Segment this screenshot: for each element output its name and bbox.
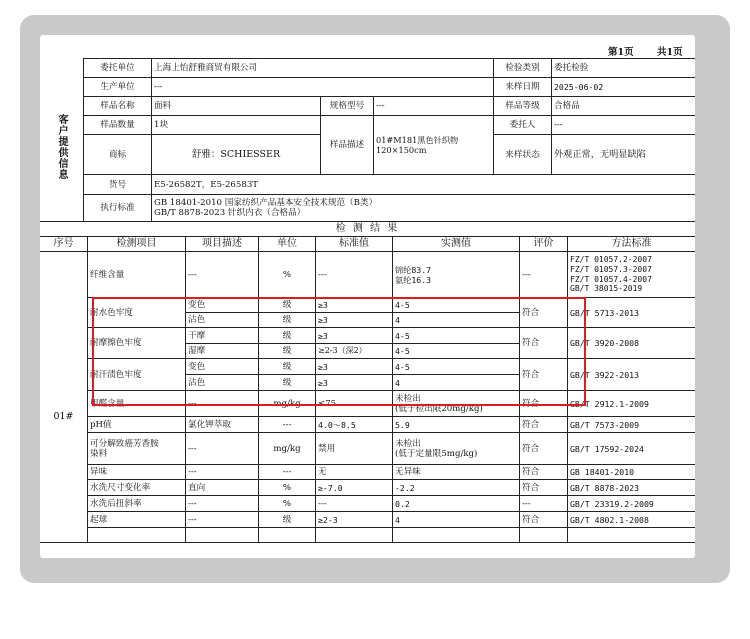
standard-value: GB 18401-2010 国家纺织产品基本安全技术规范（B类） GB/T 8878-2023 针织内衣（合格品）	[154, 198, 378, 218]
formaldehyde-eval: 符合	[522, 398, 540, 409]
inspect-type-label: 检验类别	[505, 63, 540, 73]
sweat-desc-2: 沾色	[188, 377, 206, 388]
amine-unit: mg/kg	[273, 443, 301, 454]
ph-method: GB/T 7573-2009	[570, 419, 640, 430]
amine-eval: 符合	[522, 443, 540, 454]
rub-measured-2: 4-5	[395, 346, 410, 356]
sample-name-label: 样品名称	[100, 101, 135, 111]
amine-method: GB/T 17592-2024	[570, 443, 644, 454]
col-header-eval: 评价	[533, 238, 554, 249]
sample-qty-value: 1块	[154, 120, 169, 130]
shrinkage-method: GB/T 8878-2023	[570, 482, 640, 493]
skew-method: GB/T 23319.2-2009	[570, 498, 654, 509]
fiber-measured: 锦纶83.7 氨纶16.3	[395, 264, 432, 285]
brand-value: 舒雅：SCHIESSER	[191, 148, 281, 160]
sweat-unit-2: 级	[282, 377, 292, 388]
rub-unit-1: 级	[282, 330, 292, 341]
fiber-item: 纤维含量	[90, 269, 125, 280]
state-value: 外观正常，无明显缺陷	[554, 148, 646, 160]
rub-desc-2: 湿摩	[188, 346, 206, 356]
sample-desc-label: 样品描述	[329, 140, 365, 150]
fiber-unit: %	[282, 269, 292, 280]
grade-value: 合格品	[554, 101, 580, 111]
entrusting-unit-value: 上海上怡舒雅商贸有限公司	[154, 63, 258, 73]
sweat-eval: 符合	[522, 369, 540, 380]
manufacturer-label: 生产单位	[100, 82, 135, 92]
odor-item: 异味	[90, 467, 108, 477]
sweat-std-1: ≥3	[318, 361, 328, 372]
pilling-std: ≥2-3	[318, 514, 338, 525]
sample-name-value: 面料	[154, 101, 172, 111]
rub-item: 耐摩擦色牢度	[90, 338, 142, 348]
formaldehyde-item: 甲醛含量	[90, 398, 125, 409]
wash-unit-2: 级	[282, 315, 292, 325]
entrusting-unit-label: 委托单位	[100, 63, 135, 73]
sweat-unit-1: 级	[282, 361, 292, 372]
pilling-method: GB/T 4802.1-2008	[570, 514, 649, 525]
spec-label: 规格型号	[329, 101, 365, 111]
sweat-measured-2: 4	[395, 377, 400, 388]
inspect-type-value: 委托检验	[554, 63, 589, 73]
ph-std: 4.0～8.5	[318, 419, 356, 430]
standard-label: 执行标准	[100, 203, 135, 213]
formaldehyde-desc: ---	[188, 398, 197, 409]
pilling-measured: 4	[395, 514, 400, 525]
shrinkage-std: ≥-7.0	[318, 482, 343, 493]
highlight-box	[92, 297, 586, 406]
wash-desc-2: 沾色	[188, 315, 206, 325]
wash-eval: 符合	[522, 307, 540, 318]
amine-measured: 未检出 (低于定量限5mg/kg)	[395, 438, 478, 459]
fiber-methods: FZ/T 01057.2-2007 FZ/T 01057.3-2007 FZ/T 01057.4-2007 GB/T 38015-2019	[570, 254, 652, 294]
wash-desc-1: 变色	[188, 300, 206, 310]
wash-measured-1: 4-5	[395, 300, 410, 310]
col-header-method: 方法标准	[611, 238, 652, 249]
odor-desc: ---	[188, 467, 197, 477]
sweat-std-2: ≥3	[318, 377, 328, 388]
results-title: 检 测 结 果	[335, 223, 400, 234]
rub-desc-1: 干摩	[188, 330, 206, 341]
col-header-desc: 项目描述	[202, 238, 242, 249]
sample-desc-value: 01#M181黑色针织物120×150cm	[376, 135, 459, 155]
col-header-unit: 单位	[277, 238, 297, 249]
col-header-no: 序号	[53, 238, 74, 249]
shrinkage-item: 水洗尺寸变化率	[90, 482, 151, 493]
report-sheet	[40, 35, 695, 558]
ph-desc: 氯化钾萃取	[188, 419, 231, 430]
state-label: 来样状态	[505, 149, 540, 160]
formaldehyde-method: GB/T 2912.1-2009	[570, 398, 649, 409]
fiber-desc: ---	[188, 269, 197, 280]
ph-unit: ---	[282, 419, 292, 430]
odor-measured: 无异味	[395, 467, 421, 477]
manufacturer-value: ---	[154, 82, 163, 92]
col-header-measured: 实测值	[441, 238, 471, 249]
skew-eval: ---	[522, 498, 531, 509]
ph-eval: 符合	[522, 419, 540, 430]
amine-desc: ---	[188, 443, 197, 454]
skew-measured: 0.2	[395, 498, 410, 509]
rub-std-1: ≥3	[318, 330, 328, 341]
rub-std-2: ≥2-3（深2）	[318, 346, 367, 355]
wash-measured-2: 4	[395, 315, 400, 325]
sweat-method: GB/T 3922-2013	[570, 369, 640, 380]
client-value: ---	[554, 120, 563, 130]
skew-std: ---	[318, 498, 327, 509]
rub-unit-2: 级	[282, 346, 292, 356]
rub-measured-1: 4-5	[395, 330, 410, 341]
arrival-date-label: 来样日期	[505, 82, 540, 92]
formaldehyde-std: ≤75	[318, 398, 337, 409]
sweat-item: 耐汗渍色牢度	[90, 369, 142, 380]
amine-std: 禁用	[318, 443, 336, 454]
spec-value: ---	[376, 101, 385, 111]
pilling-item: 起球	[90, 514, 108, 525]
fiber-eval: ---	[522, 269, 531, 280]
col-header-std: 标准值	[339, 238, 369, 249]
wash-item: 耐水色牢度	[90, 307, 133, 318]
page-number: 第1页	[608, 47, 634, 58]
wash-unit-1: 级	[282, 300, 292, 310]
amine-item: 可分解致癌芳香胺 染料	[90, 438, 159, 459]
client-info-side-label: 客户提供信息	[56, 114, 67, 180]
shrinkage-measured: -2.2	[395, 482, 415, 493]
odor-std: 无	[318, 467, 327, 477]
sweat-desc-1: 变色	[188, 361, 206, 372]
sweat-measured-1: 4-5	[395, 361, 410, 372]
client-label: 委托人	[509, 120, 536, 130]
rub-method: GB/T 3920-2008	[570, 338, 640, 348]
item-no-value: E5-26582T，E5-26583T	[154, 179, 259, 190]
formaldehyde-unit: mg/kg	[273, 398, 301, 409]
wash-std-1: ≥3	[318, 300, 328, 310]
ph-measured: 5.9	[395, 419, 410, 430]
odor-method: GB 18401-2010	[570, 467, 635, 477]
shrinkage-eval: 符合	[522, 482, 540, 493]
shrinkage-desc: 直向	[188, 482, 206, 493]
wash-std-2: ≥3	[318, 315, 328, 325]
item-no-label: 货号	[108, 179, 127, 190]
grade-label: 样品等级	[505, 101, 540, 111]
brand-label: 商标	[108, 149, 127, 160]
odor-eval: 符合	[522, 467, 540, 477]
rub-eval: 符合	[522, 338, 540, 348]
rule	[87, 527, 695, 528]
skew-item: 水洗后扭斜率	[90, 498, 142, 509]
skew-desc: ---	[188, 498, 197, 509]
pilling-unit: 级	[282, 514, 292, 525]
sample-qty-label: 样品数量	[100, 120, 135, 130]
skew-unit: %	[282, 498, 292, 509]
col-header-item: 检测项目	[116, 238, 157, 249]
ph-item: pH值	[90, 419, 112, 430]
pilling-desc: ---	[188, 514, 197, 525]
shrinkage-unit: %	[282, 482, 292, 493]
page-total: 共1页	[657, 47, 683, 58]
wash-method: GB/T 5713-2013	[570, 307, 640, 318]
formaldehyde-measured: 未检出 (低于检出限20mg/kg)	[395, 393, 483, 414]
odor-unit: ---	[282, 467, 292, 477]
arrival-date-value: 2025-06-02	[554, 82, 604, 92]
pilling-eval: 符合	[522, 514, 540, 525]
fiber-std: ---	[318, 269, 327, 280]
rule	[40, 542, 695, 543]
sample-number: 01#	[53, 411, 74, 422]
